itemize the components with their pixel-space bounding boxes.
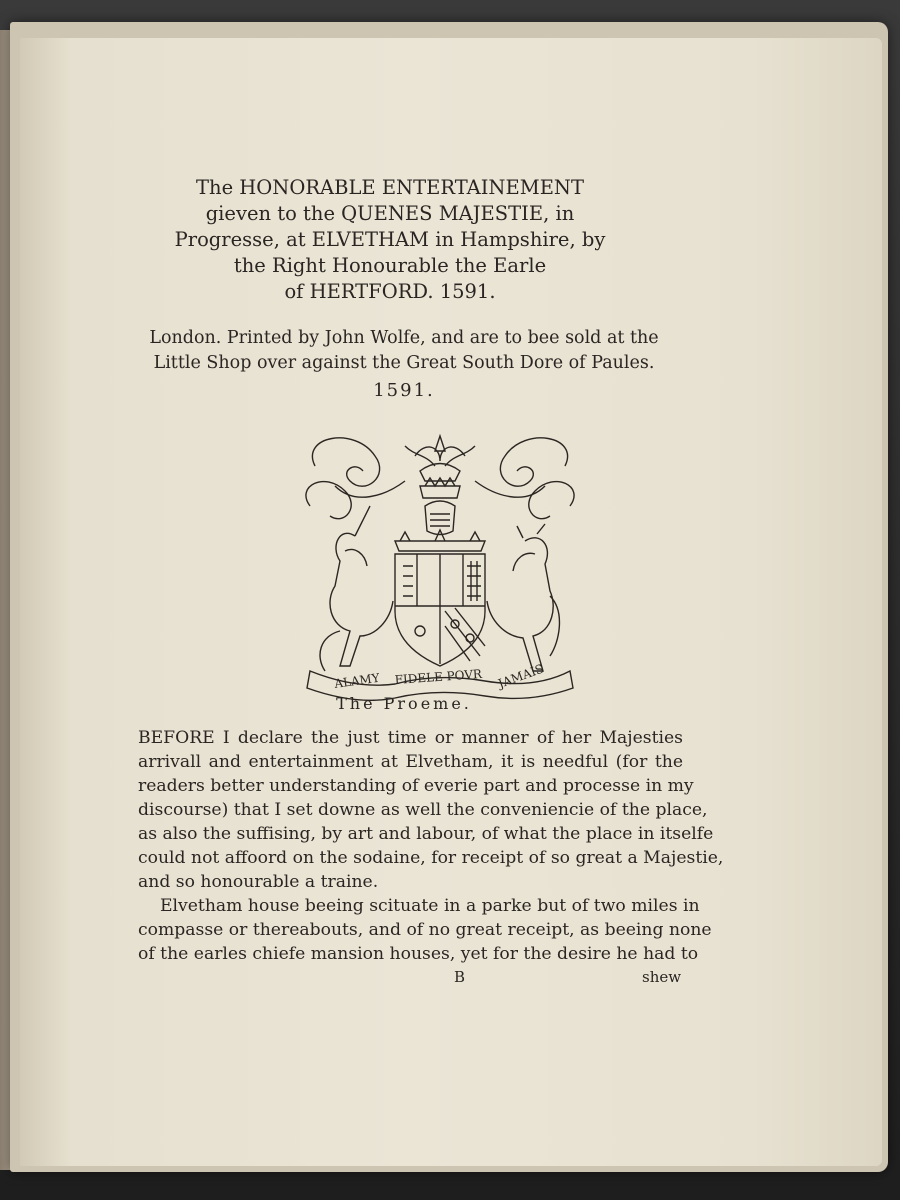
motto-right: JAMAIS	[496, 661, 546, 691]
coat-of-arms-engraving	[295, 426, 585, 701]
signature-mark: B	[454, 968, 466, 986]
body-line-8: Elvetham house beeing scituate in a parke but of two miles in	[160, 896, 700, 916]
body-line-4: discourse) that I set downe as well the conveniencie of the place,	[138, 800, 708, 820]
title-line-3: Progresse, at ELVETHAM in Hampshire, by	[174, 228, 606, 251]
section-heading: The Proeme.	[336, 694, 472, 713]
title-line-2: gieven to the QUENES MAJESTIE, in	[205, 202, 575, 225]
imprint-year: 1591.	[373, 380, 435, 401]
body-line-5: as also the suffising, by art and labour, of what the place in itselfe	[138, 824, 714, 844]
body-line-6: could not affoord on the sodaine, for receipt of so great a Majestie,	[138, 848, 724, 868]
body-line-10: of the earles chiefe mansion houses, yet for the desire he had to	[138, 944, 699, 964]
imprint-line-2: Little Shop over against the Great South Dore of Paules.	[153, 353, 655, 373]
body-line-7: and so honourable a traine.	[138, 872, 379, 892]
title-line-4: the Right Honourable the Earle	[233, 254, 547, 277]
motto-left: ALAMY	[333, 670, 381, 691]
catchword: shew	[642, 968, 682, 986]
body-line-1: BEFORE I declare the just time or manner of her Majesties	[138, 728, 683, 748]
imprint-line-1: London. Printed by John Wolfe, and are to bee sold at the	[149, 328, 659, 348]
title-line-5: of HERTFORD. 1591.	[284, 280, 496, 303]
page-edges	[10, 22, 888, 1172]
body-line-2: arrivall and entertainment at Elvetham, it is needful (for the	[138, 752, 683, 772]
body-line-3: readers better understanding of everie part and processe in my	[138, 776, 694, 796]
body-line-9: compasse or thereabouts, and of no great receipt, as beeing none	[138, 920, 712, 940]
book-page	[20, 38, 882, 1166]
motto-center: FIDELE POVR	[394, 666, 483, 687]
title-line-1: The HONORABLE ENTERTAINEMENT	[196, 176, 584, 199]
